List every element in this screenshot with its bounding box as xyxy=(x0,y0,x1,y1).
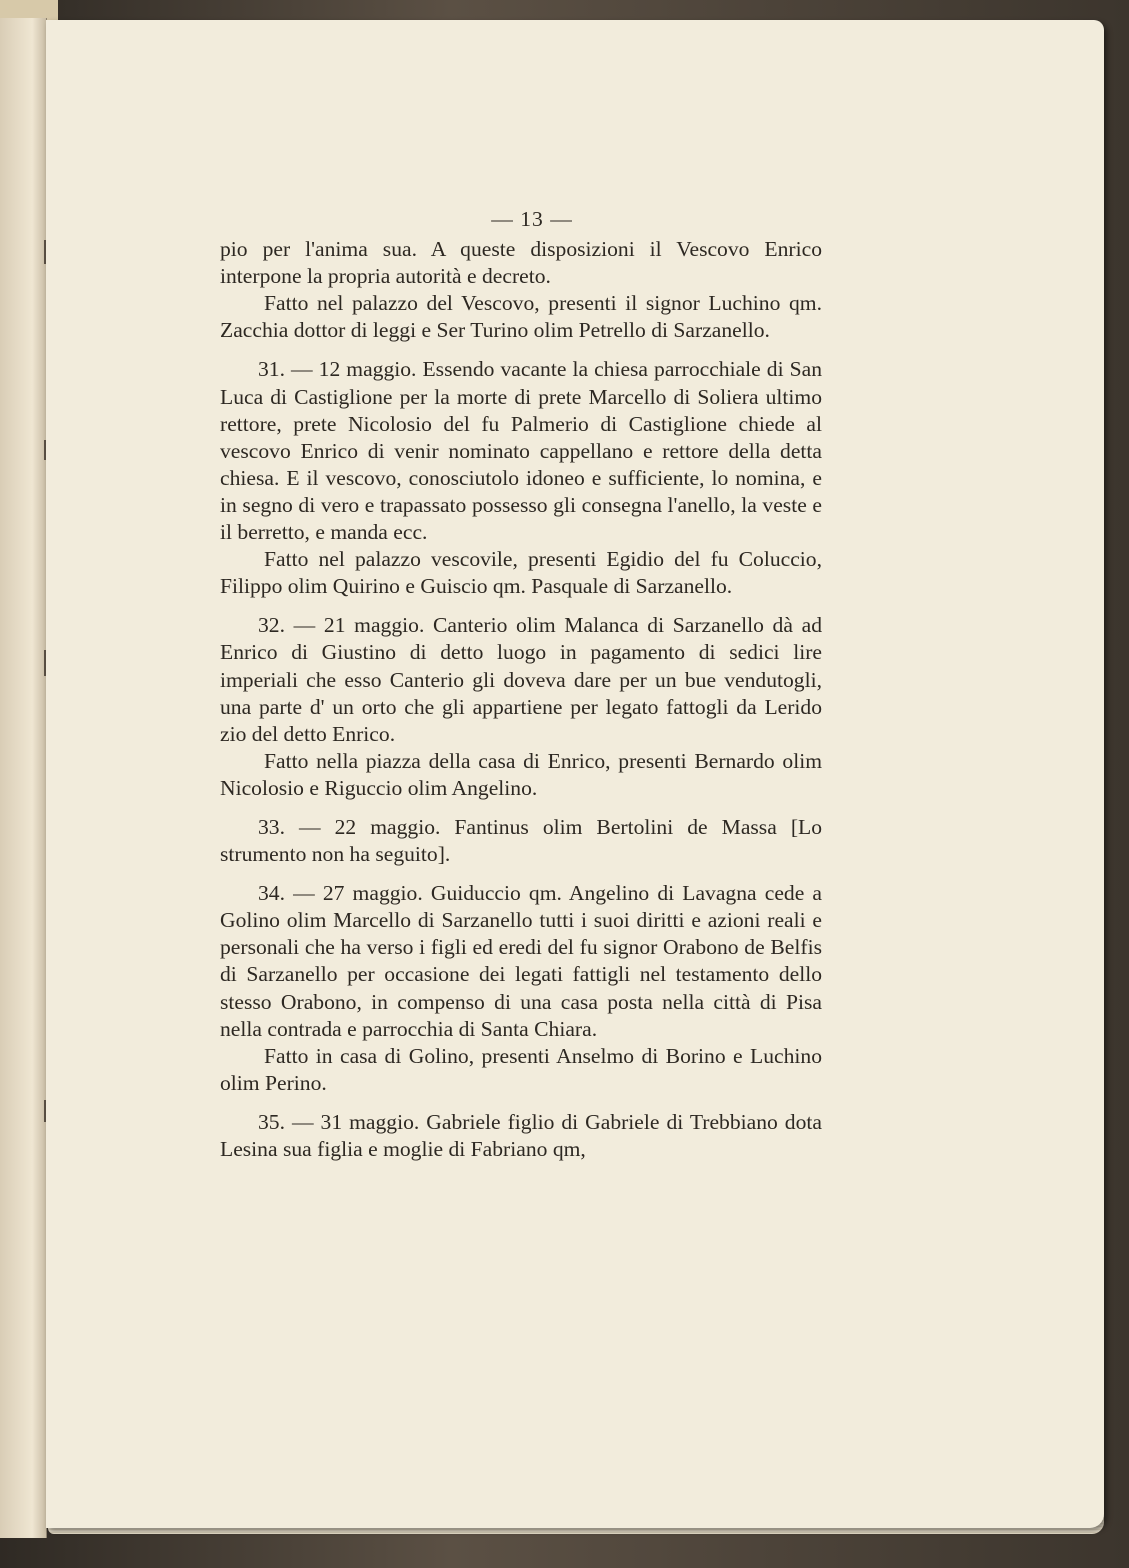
paragraph: pio per l'anima sua. A queste disposizioni il Vescovo Enrico interpone la propria autorità e decreto. xyxy=(220,237,822,289)
paragraph: Fatto nella piazza della casa di Enrico, presenti Bernardo olim Nicolosio e Riguccio olim Angelino. xyxy=(220,748,822,800)
left-page-top-edge xyxy=(0,0,58,20)
entry-paragraph: 33. — 22 maggio. Fantinus olim Bertolini de Massa [Lo strumento non ha seguito]. xyxy=(220,814,822,867)
paragraph: Fatto in casa di Golino, presenti Anselmo di Borino e Luchino olim Perino. xyxy=(220,1043,822,1095)
page-text xyxy=(220,206,822,1163)
entry-paragraph: 31. — 12 maggio. Essendo vacante la chiesa parrocchiale di San Luca di Castiglione per la morte di prete Marcello di Soliera ultimo rettore, prete Nicolosio del fu Palmerio di Castiglione chiede al vescovo Enrico di venir nominato cappellano e rettore della detta chiesa. E il vescovo, conosciutolo idoneo e sufficiente, lo nomina, e in segno di vero e trapassato possesso gli consegna l'anello, la veste e il berretto, e manda ecc. xyxy=(220,357,822,545)
entry-paragraph: 35. — 31 maggio. Gabriele figlio di Gabriele di Trebbiano dota Lesina sua figlia e moglie di Fabriano qm, xyxy=(220,1109,822,1161)
page-number: — 13 — xyxy=(491,207,573,231)
entry-paragraph: 34. — 27 maggio. Guiduccio qm. Angelino di Lavagna cede a Golino olim Marcello di Sarzanello tutti i suoi diritti e azioni reali e personali che ha verso i figli ed eredi del fu signor Orabono de Belfis di Sarzanello per occasione dei legati fattigli nel testamento dello stesso Orabono, in compenso di una casa posta nella città di Pisa nella contrada e parrocchia di Santa Chiara. xyxy=(220,881,822,1041)
left-page-edge xyxy=(0,18,47,1538)
entry-paragraph: 32. — 21 maggio. Canterio olim Malanca di Sarzanello dà ad Enrico di Giustino di detto luogo in pagamento di sedici lire imperiali che esso Canterio gli doveva dare per un bue vendutogli, una parte d' un orto che gli appartiene per legato fattogli da Lerido zio del detto Enrico. xyxy=(220,613,822,746)
paragraph: Fatto nel palazzo vescovile, presenti Egidio del fu Coluccio, Filippo olim Quirino e Guiscio qm. Pasquale di Sarzanello. xyxy=(220,547,822,599)
paragraph: Fatto nel palazzo del Vescovo, presenti il signor Luchino qm. Zacchia dottor di leggi e Ser Turino olim Petrello di Sarzanello. xyxy=(220,291,822,343)
